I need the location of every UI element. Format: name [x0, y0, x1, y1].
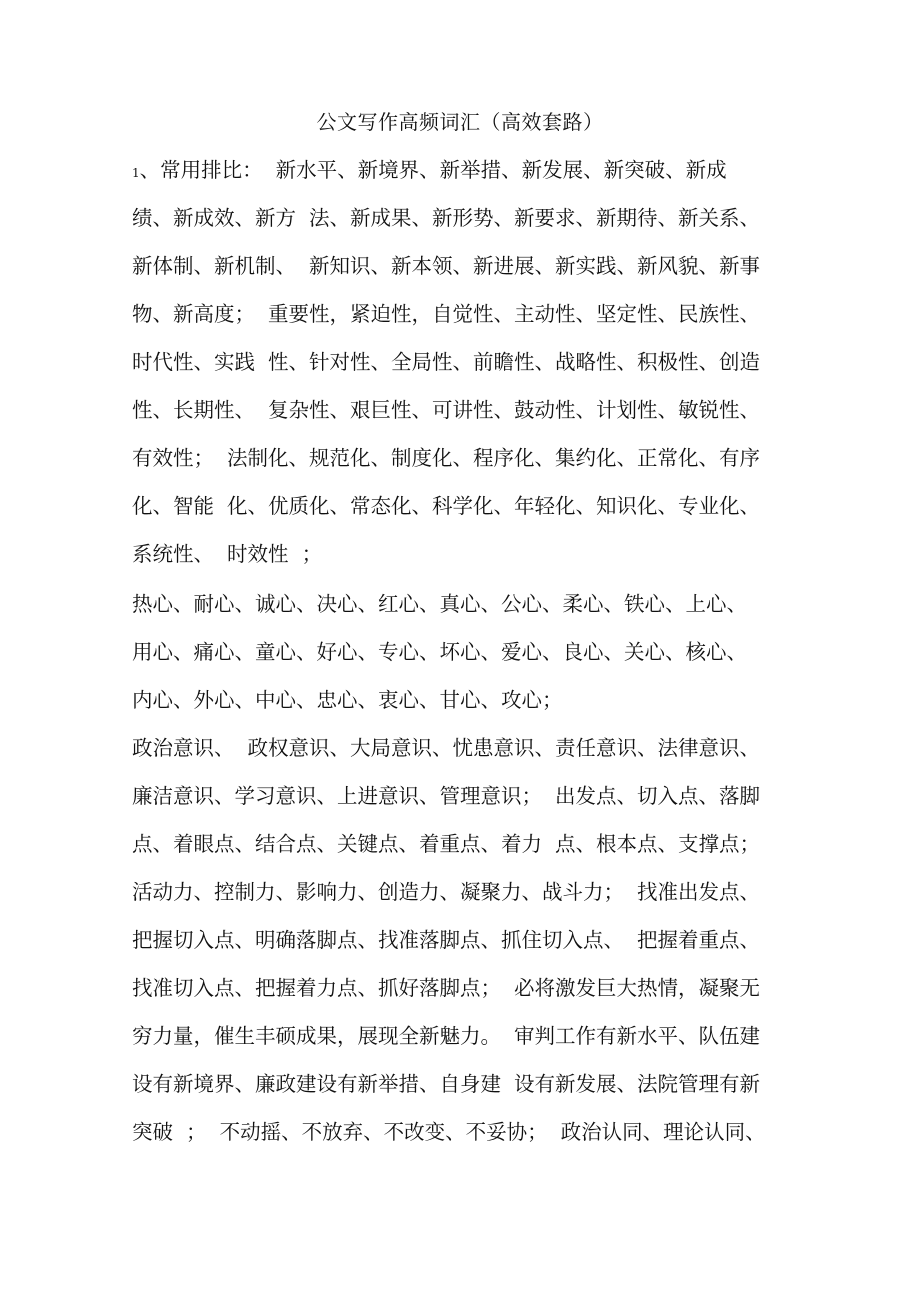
- document-title: 公文写作高频词汇（高效套路）: [316, 110, 604, 134]
- text-line-11: 用心、痛心、童心、好心、专心、坏心、爱心、良心、关心、核心、: [132, 640, 747, 664]
- text-line-15: 点、着眼点、结合点、关键点、着重点、着力 点、根本点、支撑点；: [132, 832, 761, 856]
- text-line-19: 穷力量，催生丰硕成果，展现全新魅力。 审判工作有新水平、队伍建: [132, 1024, 761, 1048]
- text-line-12: 内心、外心、中心、忠心、衷心、甘心、攻心；: [132, 688, 563, 712]
- text-line-17: 把握切入点、明确落脚点、找准落脚点、抓住切入点、 把握着重点、: [132, 928, 761, 952]
- text-line-4: 物、新高度； 重要性，紧迫性，自觉性、主动性、坚定性、民族性、: [132, 302, 761, 326]
- text-line-21: 突破 ； 不动摇、不放弃、不改变、不妥协； 政治认同、理论认同、: [132, 1120, 766, 1144]
- text-line-20: 设有新境界、廉政建设有新举措、自身建 设有新发展、法院管理有新: [132, 1072, 761, 1096]
- text-line-8: 化、智能 化、优质化、常态化、科学化、年轻化、知识化、专业化、: [132, 494, 761, 518]
- text-line-6: 性、长期性、 复杂性、艰巨性、可讲性、鼓动性、计划性、敏锐性、: [132, 398, 761, 422]
- text-line-3: 新体制、新机制、 新知识、新本领、新进展、新实践、新风貌、新事: [132, 254, 761, 278]
- text-line-5: 时代性、实践 性、针对性、全局性、前瞻性、战略性、积极性、创造: [132, 350, 761, 374]
- first-line-text: 、常用排比： 新水平、新境界、新举措、新发展、新突破、新成: [139, 158, 727, 182]
- text-line-18: 找准切入点、把握着力点、抓好落脚点； 必将激发巨大热情，凝聚无: [132, 976, 761, 1000]
- text-line-10: 热心、耐心、诚心、决心、红心、真心、公心、柔心、铁心、上心、: [132, 592, 747, 616]
- text-line-16: 活动力、控制力、影响力、创造力、凝聚力、战斗力； 找准出发点、: [132, 880, 761, 904]
- text-line-2: 绩、新成效、新方 法、新成果、新形势、新要求、新期待、新关系、: [132, 206, 761, 230]
- text-line-7: 有效性； 法制化、规范化、制度化、程序化、集约化、正常化、有序: [132, 446, 761, 470]
- text-line-13: 政治意识、 政权意识、大局意识、忧患意识、责任意识、法律意识、: [132, 736, 761, 760]
- text-line-14: 廉洁意识、学习意识、上进意识、管理意识； 出发点、切入点、落脚: [132, 784, 761, 808]
- list-number: 1: [132, 166, 140, 180]
- text-line-9: 系统性、 时效性 ；: [132, 542, 323, 566]
- text-line-1: [132, 156, 727, 187]
